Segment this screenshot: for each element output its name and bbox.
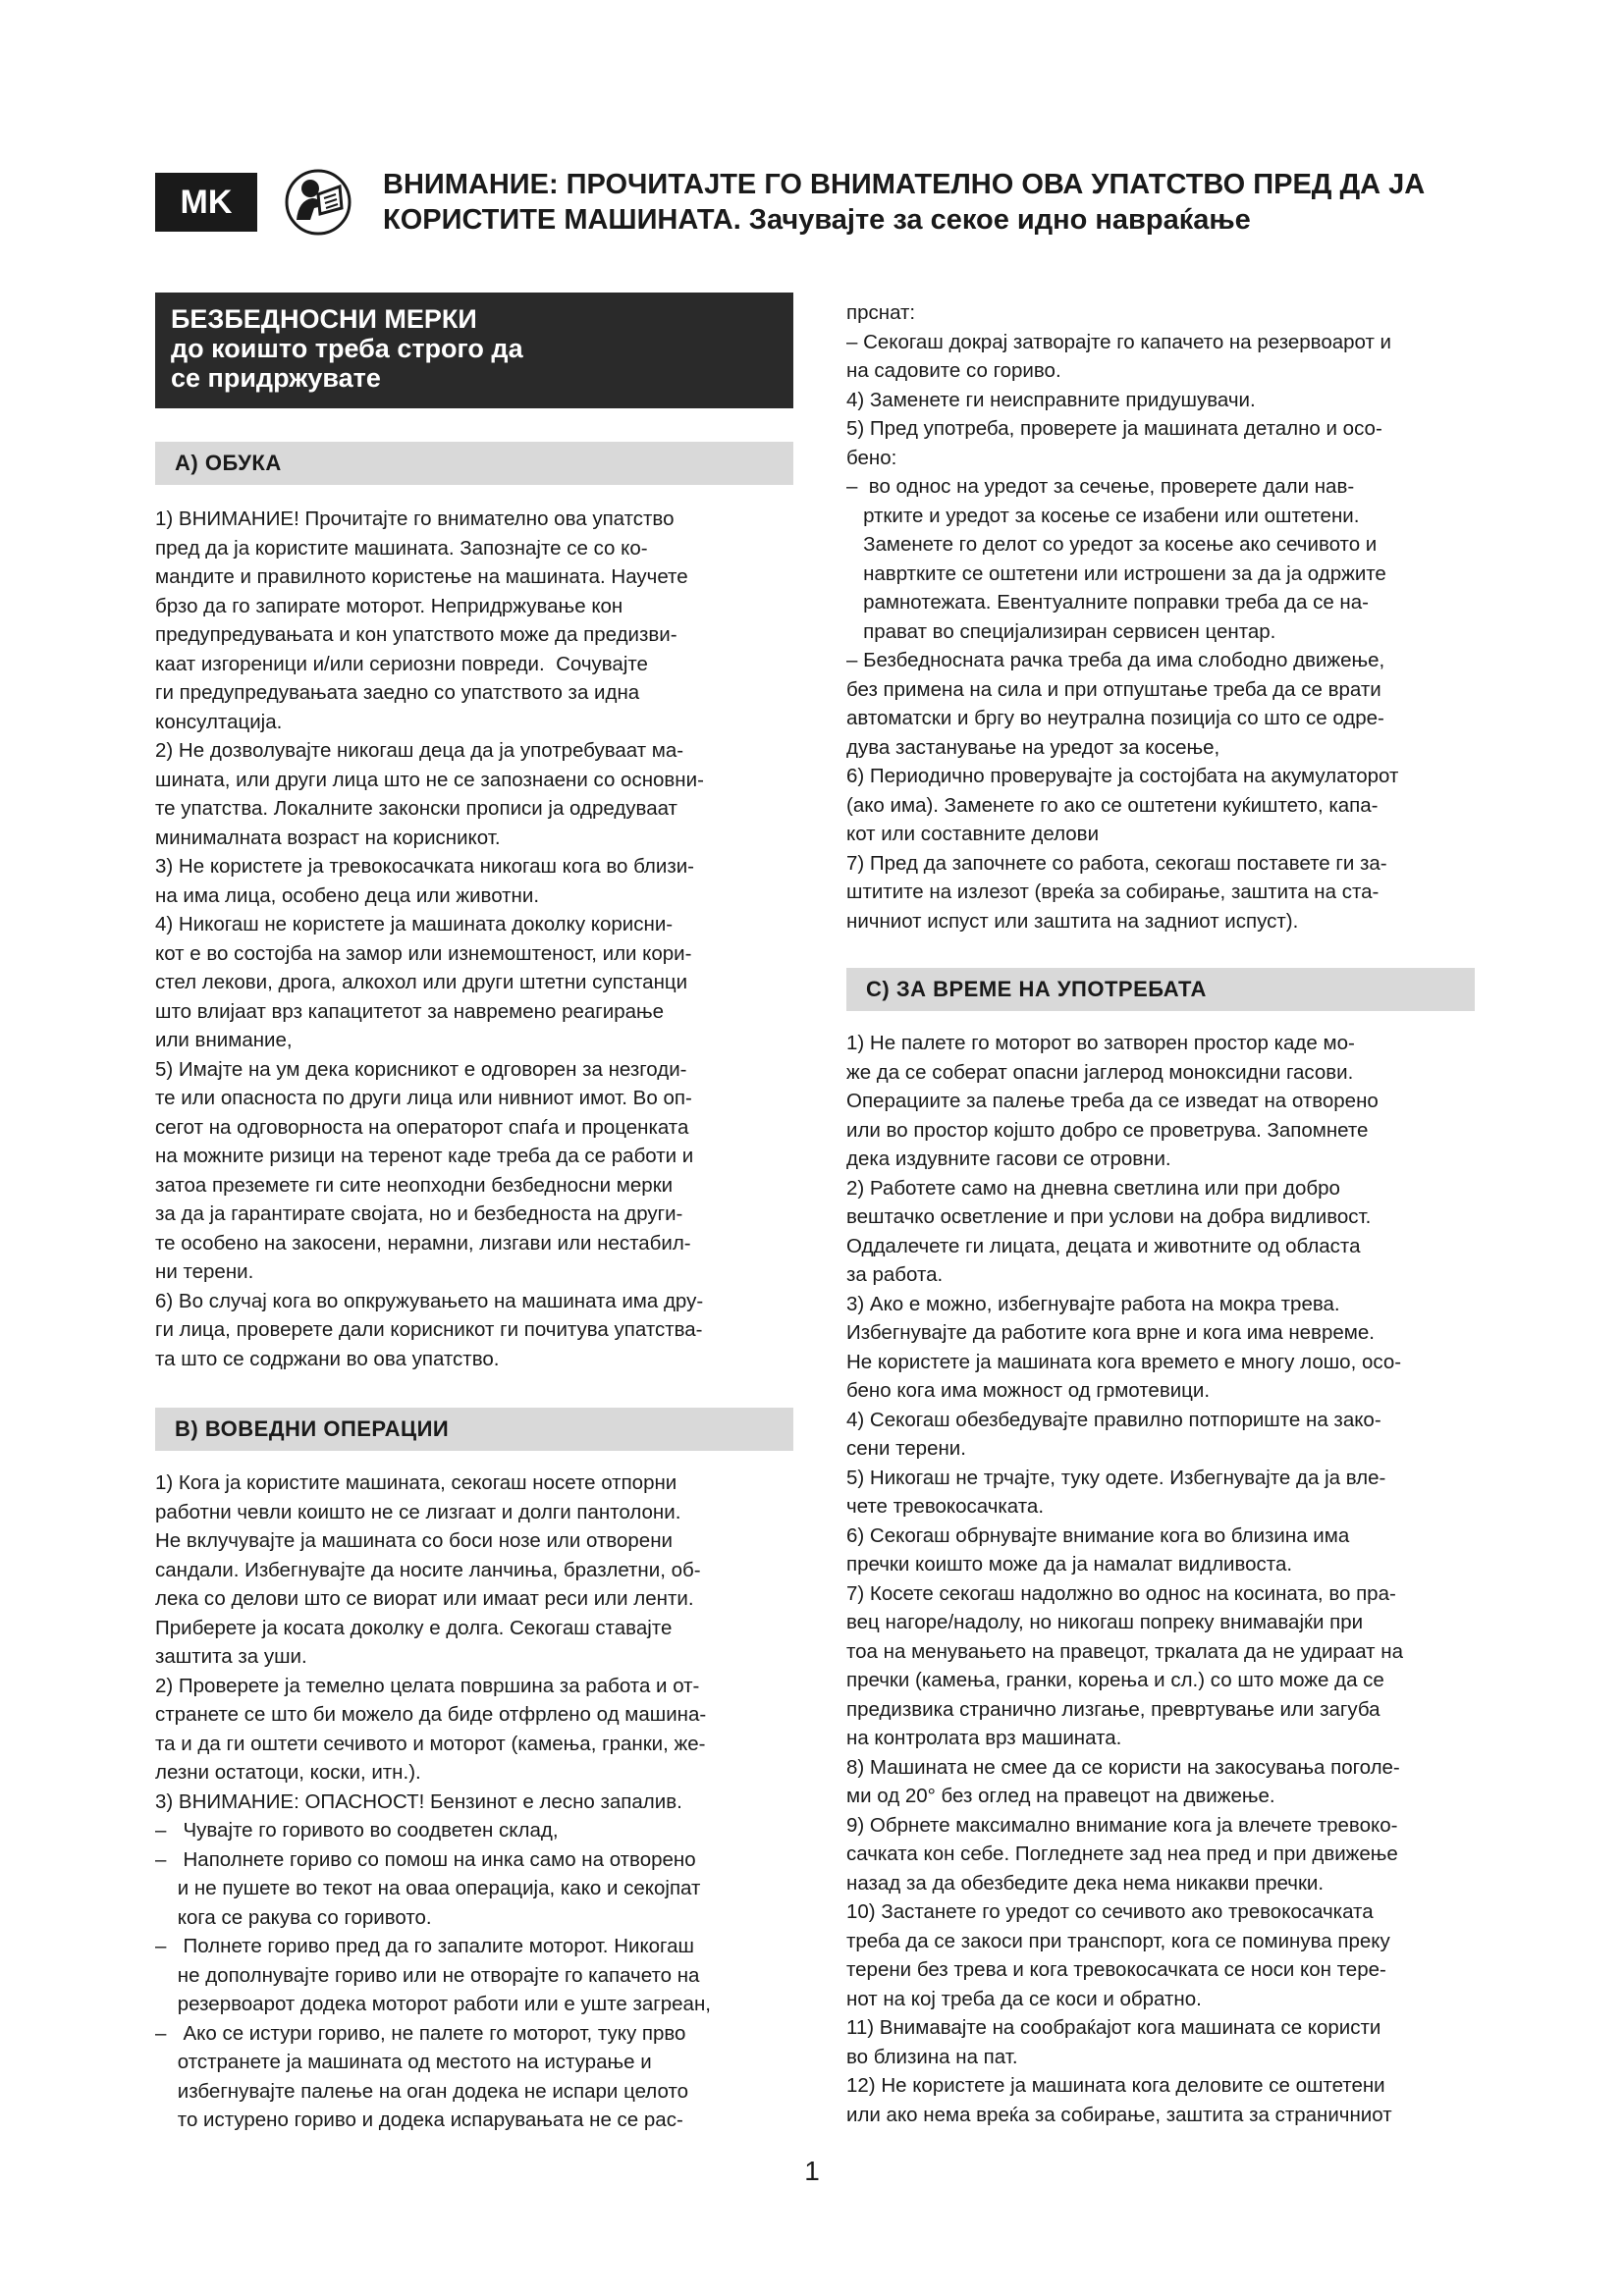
header-title-line2: КОРИСТИТЕ МАШИНАТА. Зачувајте за секое идно навраќање bbox=[383, 204, 1251, 236]
page-header-title bbox=[383, 167, 1512, 238]
language-badge: MK bbox=[155, 173, 257, 232]
section-a-heading: А) ОБУКА bbox=[155, 442, 793, 485]
section-c-heading: C) ЗА ВРЕМЕ НА УПОТРЕБАТА bbox=[846, 968, 1475, 1011]
right-column-top-text: прснат: – Секогаш докрај затворајте го капачето на резервоарот и на садовите со гориво. 4) Заменете ги неисправните придушувачи. 5) Пред употреба, проверете ја машината детално и осо- бено: – во однос на уредот за сечење, проверете дали нав- ртките и уредот за косење се изабени или оштетени. Заменете го делот со уредот за косење ако сечивото и навртките се оштетени или истрошени за да ја одржите рамнотежата. Евентуалните поправки треба да се на- прават во специјализиран сервисен центар. – Безбедносната рачка треба да има слободно движење, без примена на сила и при отпуштање треба да се врати автоматски и бргу во неутрална позиција со што се одре- дува застанување на уредот за косење, 6) Периодично проверувајте ја состојбата на акумулаторот (ако има). Заменете го ако се оштетени куќиштето, капа- кот или составните делови 7) Пред да започнете со работа, секогаш поставете ги за- штитите на излезот (вреќа за собирање, заштита на ста- ничниот испуст или заштита на задниот испуст). bbox=[846, 301, 1399, 933]
section-b-body: 1) Кога ја користите машината, секогаш носете отпорни работни чевли коишто не се лизгаат и долги пантолони. Не вклучувајте ја машината со боси нозе или отворени сандали. Избегнувајте да носите ланчиња, бразлетни, об- лека со делови што се виорат или имаат реси или ленти. Приберете ја косата доколку е долга. Секогаш ставајте заштита за уши. 2) Проверете ја темелно целата површина за работа и от- странете се што би можело да биде отфрлено од машина- та и да ги оштети сечивото и моторот (камења, гранки, же- лезни остатоци, коски, итн.). 3) ВНИМАНИЕ: ОПАСНОСТ! Бензинот е лесно запалив. – Чувајте го горивото во соодветен склад, – Наполнете гориво со помош на инка само на отворено и не пушете во текот на оваа операција, како и секојпат кога се ракува со горивото. – Полнете гориво пред да го запалите моторот. Никогаш не дополнувајте гориво или не отворајте го капачето на резервоарот додека моторот работи или е уште загреан, – Ако се истури гориво, не палете го моторот, туку прво отстранете ја машината од местото на истурање и избегнувајте палење на оган додека не испари целото то истурено гориво и додека испарувањата не се рас- bbox=[155, 1471, 711, 2131]
section-b-heading: B) ВОВЕДНИ ОПЕРАЦИИ bbox=[155, 1408, 793, 1451]
section-a-body: 1) ВНИМАНИЕ! Прочитајте го внимателно ова упатство пред да ја користите машината. Запознајте се со ко- мандите и правилното користење на машината. Научете брзо да го запирате моторот. Непридржување кон предупредувањата и кон упатството може да предизви- каат изгореници и/или сериозни повреди. Сочувајте ги предупредувањата заедно со упатството за идна консултација. 2) Не дозволувајте никогаш деца да ја употребуваат ма- шината, или други лица што не се запознаени со основни- те упатства. Локалните законски прописи ја одредуваат минималната возраст на корисникот. 3) Не користете ја тревокосачката никогаш кога во близи- на има лица, особено деца или животни. 4) Никогаш не користете ја машината доколку корисни- кот е во состојба на замор или изнемоштеност, или кори- стел лекови, дрога, алкохол или други штетни супстанци што влијаат врз капацитетот за навремено реагирање или внимание, 5) Имајте на ум дека корисникот е одговорен за незгоди- те или опасноста по други лица или нивниот имот. Во оп- сегот на одговорноста на операторот спаѓа и проценката на можните ризици на теренот каде треба да се работи и затоа преземете ги сите неопходни безбедносни мерки за да ја гарантирате својата, но и безбедноста на други- те особено на закосени, нерамни, лизгави или нестабил- ни терени. 6) Во случај кога во опкружувањето на машината има дру- ги лица, проверете дали корисникот ги почитува упатства- та што се содржани во ова упатство. bbox=[155, 507, 704, 1370]
safety-measures-box bbox=[155, 293, 793, 408]
header-title-line1: ВНИМАНИЕ: ПРОЧИТАЈТЕ ГО ВНИМАТЕЛНО ОВА УПАТСТВО ПРЕД ДА ЈА bbox=[383, 169, 1426, 200]
person-reading-icon bbox=[285, 169, 352, 236]
safety-box-line3: се придржувате bbox=[171, 363, 381, 393]
safety-box-line1: БЕЗБЕДНОСНИ МЕРКИ bbox=[171, 304, 477, 334]
page-number: 1 bbox=[804, 2156, 820, 2186]
section-c-body: 1) Не палете го моторот во затворен простор каде мо- же да се соберат опасни јаглерод моноксидни гасови. Операциите за палење треба да се изведат на отворено или во простор којшто добро се проветрува. Запомнете дека издувните гасови се отровни. 2) Работете само на дневна светлина или при добро вештачко осветление и при услови на добра видливост. Оддалечете ги лицата, децата и животните од областа за работа. 3) Ако е можно, избегнувајте работа на мокра трева. Избегнувајте да работите кога врне и кога има невреме. Не користете ја машината кога времето е многу лошо, осо- бено кога има можност од грмотевици. 4) Секогаш обезбедувајте правилно потпориште на зако- сени терени. 5) Никогаш не трчајте, туку одете. Избегнувајте да ја вле- чете тревокосачката. 6) Секогаш обрнувајте внимание кога во близина има пречки коишто може да ја намалат видливоста. 7) Косете секогаш надолжно во однос на косината, во пра- вец нагоре/надолу, но никогаш попреку внимавајќи при тоа на менувањето на правецот, тркалата да не удираат на пречки (камења, гранки, корења и сл.) со што може да се предизвика странично лизгање, превртување или загуба на контролата врз машината. 8) Машината не смее да се користи на закосувања поголе- ми од 20° без оглед на правецот на движење. 9) Обрнете максимално внимание кога ја влечете тревоко- сачката кон себе. Погледнете зад неа пред и при движење назад за да обезбедите дека нема никакви пречки. 10) Застанете го уредот со сечивото ако тревокосачката треба да се закоси при транспорт, кога се поминува преку терени без трева и кога тревокосачката се носи кон тере- нот на кој треба да се коси и обратно. 11) Внимавајте на сообраќајот кога машината се користи во близина на пат. 12) Не користете ја машината кога деловите се оштетени или ако нема вреќа за собирање, заштита за страничниот bbox=[846, 1032, 1403, 2126]
safety-box-line2: до коишто треба строго да bbox=[171, 334, 523, 363]
